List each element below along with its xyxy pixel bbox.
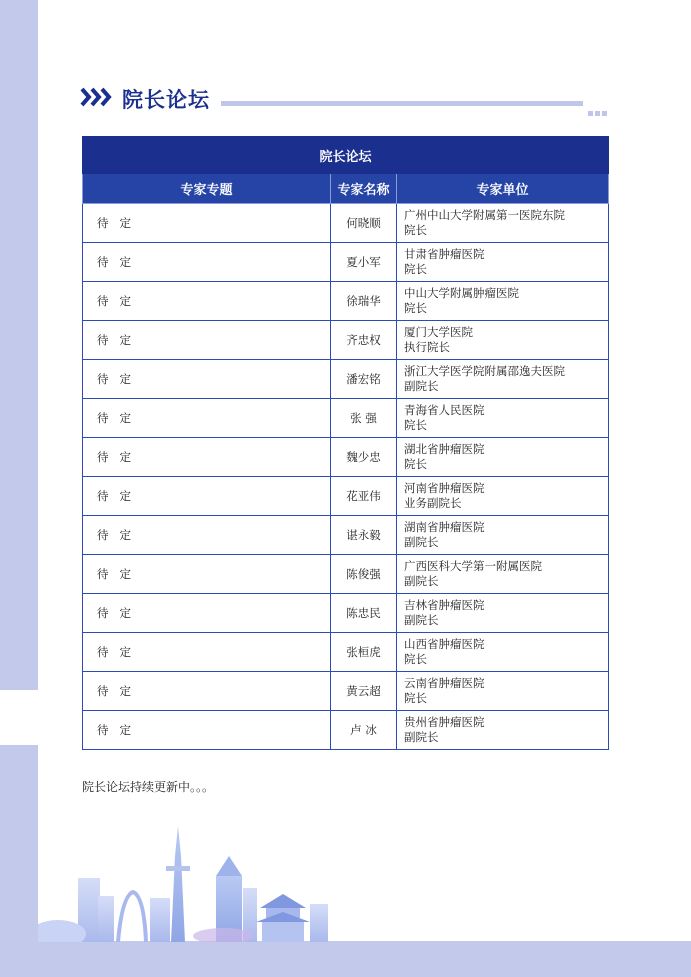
table-row bbox=[83, 672, 609, 711]
unit-position: 执行院长 bbox=[404, 340, 450, 354]
unit-position: 业务副院长 bbox=[404, 496, 462, 510]
unit-institution: 湖南省肿瘤医院 bbox=[404, 520, 485, 534]
topic-cell: 待定 bbox=[83, 399, 331, 438]
unit-position: 副院长 bbox=[404, 535, 439, 549]
table-body bbox=[83, 204, 609, 750]
unit-position: 副院长 bbox=[404, 379, 439, 393]
bottom-decor-band bbox=[0, 941, 691, 977]
topic-cell: 待定 bbox=[83, 204, 331, 243]
table-row bbox=[83, 204, 609, 243]
unit-position: 院长 bbox=[404, 262, 427, 276]
expert-name-cell: 陈忠民 bbox=[331, 594, 397, 633]
table-title: 院长论坛 bbox=[83, 137, 609, 174]
expert-name-cell: 潘宏铭 bbox=[331, 360, 397, 399]
table-row bbox=[83, 282, 609, 321]
section-title: 院长论坛 bbox=[122, 88, 210, 112]
header-rule bbox=[221, 101, 583, 106]
expert-unit-cell bbox=[397, 282, 609, 321]
table-row bbox=[83, 321, 609, 360]
unit-position: 院长 bbox=[404, 418, 427, 432]
topic-cell: 待定 bbox=[83, 360, 331, 399]
unit-institution: 广州中山大学附属第一医院东院 bbox=[404, 208, 565, 222]
expert-unit-cell bbox=[397, 516, 609, 555]
forum-table bbox=[82, 136, 609, 750]
unit-position: 副院长 bbox=[404, 574, 439, 588]
topic-cell: 待定 bbox=[83, 633, 331, 672]
section-header bbox=[80, 84, 610, 114]
expert-name-cell: 黄云超 bbox=[331, 672, 397, 711]
expert-name-cell: 张 强 bbox=[331, 399, 397, 438]
topic-cell: 待定 bbox=[83, 477, 331, 516]
city-skyline-illustration bbox=[38, 826, 338, 942]
expert-unit-cell bbox=[397, 321, 609, 360]
topic-cell: 待定 bbox=[83, 516, 331, 555]
table-row bbox=[83, 360, 609, 399]
table-row bbox=[83, 243, 609, 282]
unit-institution: 吉林省肿瘤医院 bbox=[404, 598, 485, 612]
expert-name-cell: 夏小军 bbox=[331, 243, 397, 282]
table-row bbox=[83, 477, 609, 516]
unit-position: 院长 bbox=[404, 301, 427, 315]
unit-position: 副院长 bbox=[404, 613, 439, 627]
expert-unit-cell bbox=[397, 594, 609, 633]
unit-position: 院长 bbox=[404, 223, 427, 237]
topic-cell: 待定 bbox=[83, 321, 331, 360]
topic-cell: 待定 bbox=[83, 282, 331, 321]
topic-cell: 待定 bbox=[83, 672, 331, 711]
unit-position: 院长 bbox=[404, 457, 427, 471]
expert-name-cell: 谌永毅 bbox=[331, 516, 397, 555]
topic-cell: 待定 bbox=[83, 555, 331, 594]
unit-institution: 湖北省肿瘤医院 bbox=[404, 442, 485, 456]
unit-institution: 青海省人民医院 bbox=[404, 403, 485, 417]
unit-institution: 云南省肿瘤医院 bbox=[404, 676, 485, 690]
unit-institution: 河南省肿瘤医院 bbox=[404, 481, 485, 495]
topic-cell: 待定 bbox=[83, 594, 331, 633]
table-title-row bbox=[83, 137, 609, 174]
unit-institution: 山西省肿瘤医院 bbox=[404, 637, 485, 651]
forum-table-container bbox=[82, 136, 608, 750]
expert-name-cell: 花亚伟 bbox=[331, 477, 397, 516]
unit-institution: 广西医科大学第一附属医院 bbox=[404, 559, 542, 573]
table-row bbox=[83, 399, 609, 438]
expert-name-cell: 何晓顺 bbox=[331, 204, 397, 243]
expert-unit-cell bbox=[397, 399, 609, 438]
header-rule-dots bbox=[588, 101, 609, 120]
unit-position: 副院长 bbox=[404, 730, 439, 744]
column-header-name: 专家名称 bbox=[331, 174, 397, 204]
expert-unit-cell bbox=[397, 204, 609, 243]
topic-cell: 待定 bbox=[83, 243, 331, 282]
expert-unit-cell bbox=[397, 672, 609, 711]
table-row bbox=[83, 555, 609, 594]
column-header-unit: 专家单位 bbox=[397, 174, 609, 204]
expert-unit-cell bbox=[397, 477, 609, 516]
table-row bbox=[83, 594, 609, 633]
expert-name-cell: 齐忠权 bbox=[331, 321, 397, 360]
expert-name-cell: 徐瑞华 bbox=[331, 282, 397, 321]
table-row bbox=[83, 438, 609, 477]
topic-cell: 待定 bbox=[83, 711, 331, 750]
expert-unit-cell bbox=[397, 438, 609, 477]
topic-cell: 待定 bbox=[83, 438, 331, 477]
table-row bbox=[83, 633, 609, 672]
expert-name-cell: 魏少忠 bbox=[331, 438, 397, 477]
expert-unit-cell bbox=[397, 243, 609, 282]
triple-chevron-right-icon bbox=[80, 84, 114, 110]
unit-institution: 甘肃省肿瘤医院 bbox=[404, 247, 485, 261]
unit-institution: 厦门大学医院 bbox=[404, 325, 473, 339]
table-header-row bbox=[83, 174, 609, 204]
expert-name-cell: 张桓虎 bbox=[331, 633, 397, 672]
expert-unit-cell bbox=[397, 711, 609, 750]
table-row bbox=[83, 711, 609, 750]
left-decor-band bbox=[0, 0, 38, 690]
table-row bbox=[83, 516, 609, 555]
expert-name-cell: 卢 冰 bbox=[331, 711, 397, 750]
expert-name-cell: 陈俊强 bbox=[331, 555, 397, 594]
footer-note: 院长论坛持续更新中。。。 bbox=[82, 780, 215, 794]
unit-institution: 中山大学附属肿瘤医院 bbox=[404, 286, 519, 300]
unit-institution: 浙江大学医学院附属邵逸夫医院 bbox=[404, 364, 565, 378]
unit-institution: 贵州省肿瘤医院 bbox=[404, 715, 485, 729]
expert-unit-cell bbox=[397, 633, 609, 672]
column-header-topic: 专家专题 bbox=[83, 174, 331, 204]
expert-unit-cell bbox=[397, 555, 609, 594]
expert-unit-cell bbox=[397, 360, 609, 399]
unit-position: 院长 bbox=[404, 691, 427, 705]
unit-position: 院长 bbox=[404, 652, 427, 666]
